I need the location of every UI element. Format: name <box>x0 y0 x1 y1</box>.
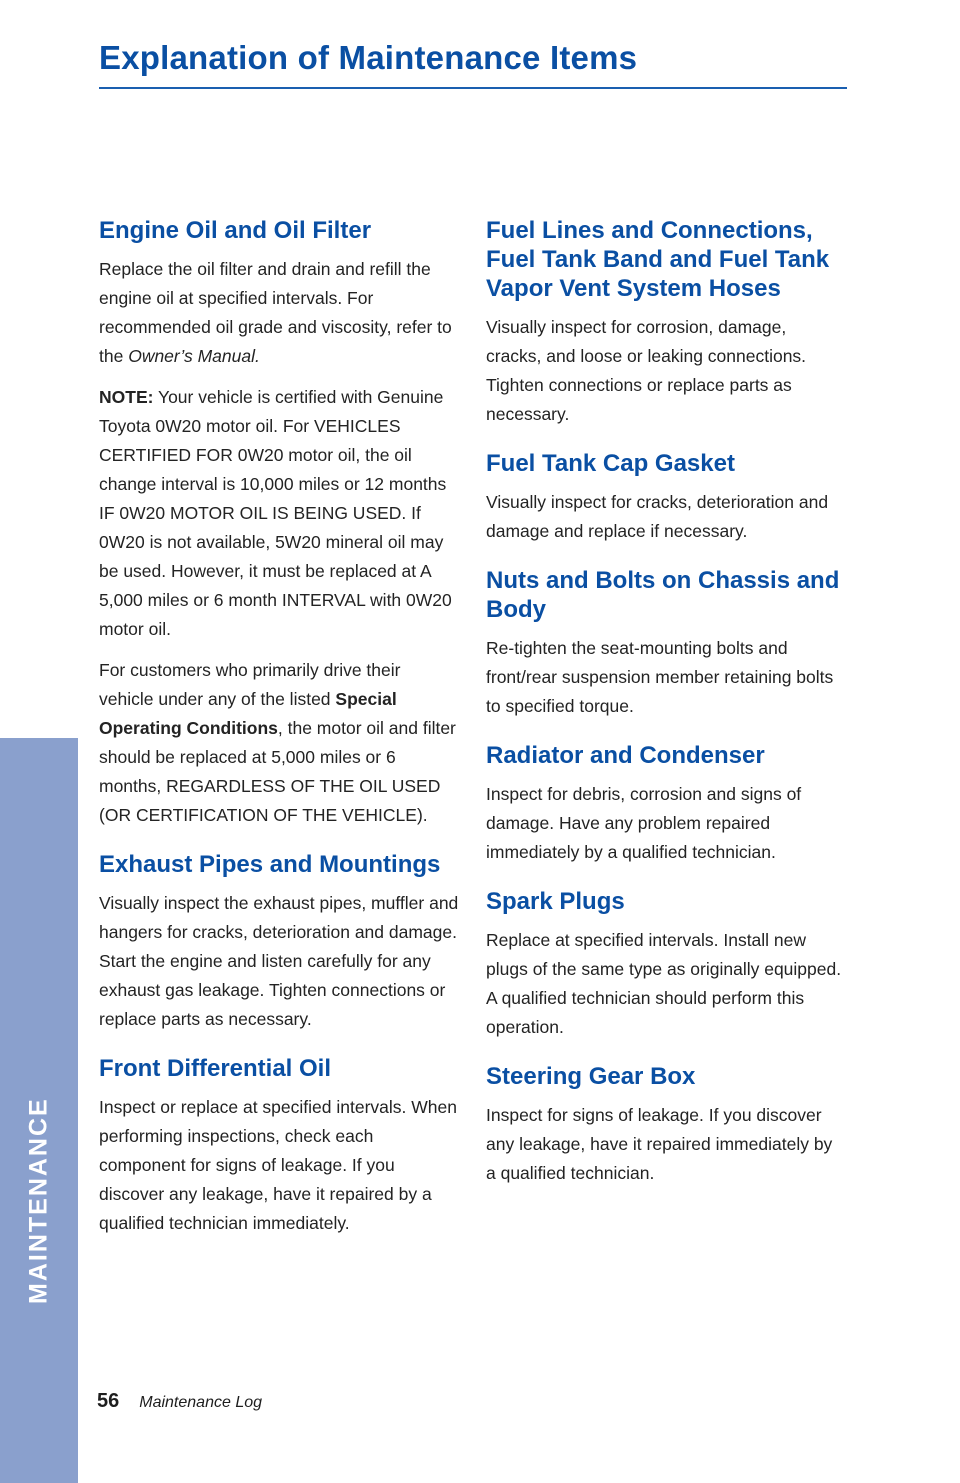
section-paragraph: Inspect for signs of leakage. If you discover any leakage, have it repaired immediately by a qualified technician. <box>486 1105 833 1183</box>
left-column <box>99 216 459 1250</box>
section-engine-oil <box>99 216 459 830</box>
section-heading: Front Differential Oil <box>99 1055 332 1082</box>
section-steering-gear <box>486 1062 846 1188</box>
section-radiator <box>486 741 846 867</box>
section-spark-plugs <box>486 887 846 1042</box>
right-column <box>486 216 846 1200</box>
page-title: Explanation of Maintenance Items <box>99 39 638 76</box>
section-paragraph: Re-tighten the seat-mounting bolts and front/rear suspension member retaining bolts to specified torque. <box>486 638 834 716</box>
section-paragraph: Inspect for debris, corrosion and signs of damage. Have any problem repaired immediately by a qualified technician. <box>486 784 802 862</box>
maintenance-side-tab <box>0 738 78 1483</box>
paragraph-text: Replace the oil filter and drain and refill the engine oil at specified intervals. For recommended oil grade and viscosity, refer to the <box>99 259 452 366</box>
section-heading: Fuel Tank Cap Gasket <box>486 450 735 477</box>
section-paragraph: Replace at specified intervals. Install new plugs of the same type as originally equipped. A qualified technician should perform this operation. <box>486 930 842 1037</box>
section-paragraph: Visually inspect for corrosion, damage, cracks, and loose or leaking connections. Tighten connections or replace parts as necessary. <box>486 317 807 424</box>
section-fuel-tank-cap <box>486 449 846 546</box>
page-number: 56 <box>97 1390 120 1412</box>
page-footer <box>97 1390 262 1420</box>
footer-label: Maintenance Log <box>139 1394 263 1411</box>
section-paragraph: Visually inspect the exhaust pipes, muffler and hangers for cracks, deterioration and damage. Start the engine and listen carefully for any exhaust gas leakage. Tighten connections or replace parts as necessary. <box>99 893 459 1029</box>
note-paragraph <box>99 383 459 644</box>
section-paragraph: Inspect or replace at specified intervals. When performing inspections, check each component for signs of leakage. If you discover any leakage, have it repaired by a qualified technician immediately. <box>99 1097 457 1233</box>
section-front-differential <box>99 1054 459 1238</box>
section-exhaust <box>99 850 459 1034</box>
section-heading: Spark Plugs <box>486 888 625 915</box>
paragraph-text: For customers who primarily drive their vehicle under any of the listed <box>99 660 401 709</box>
special-operating-conditions-term: Special Operating Conditions <box>99 689 397 738</box>
side-tab-label: MAINTENANCE <box>24 1097 53 1304</box>
section-paragraph <box>99 656 459 830</box>
section-fuel-lines <box>486 216 846 429</box>
section-paragraph <box>99 255 459 371</box>
note-label: NOTE: <box>99 387 154 407</box>
note-text: Your vehicle is certified with Genuine Toyota 0W20 motor oil. For VEHICLES CERTIFIED FOR 0W20 motor oil, the oil change interval is 10,000 miles or 12 months IF 0W20 MOTOR OIL IS BEING USED. If 0W20 is not available, 5W20 mineral oil may be used. However, it must be replaced at A 5,000 miles or 6 month INTERVAL with 0W20 motor oil. <box>99 387 452 639</box>
section-heading: Engine Oil and Oil Filter <box>99 217 372 244</box>
owners-manual-reference: Owner’s Manual. <box>128 346 260 366</box>
section-paragraph: Visually inspect for cracks, deterioration and damage and replace if necessary. <box>486 492 829 541</box>
section-heading: Fuel Lines and Connections, Fuel Tank Band and Fuel Tank Vapor Vent System Hoses <box>486 217 830 302</box>
section-heading: Exhaust Pipes and Mountings <box>99 851 441 878</box>
section-heading: Steering Gear Box <box>486 1063 696 1090</box>
section-nuts-bolts <box>486 566 846 721</box>
section-heading: Nuts and Bolts on Chassis and Body <box>486 567 840 623</box>
section-heading: Radiator and Condenser <box>486 742 765 769</box>
paragraph-text: , the motor oil and filter should be replaced at 5,000 miles or 6 months, REGARDLESS OF THE OIL USED (OR CERTIFICATION OF THE VEHICLE). <box>99 718 456 825</box>
title-divider <box>99 87 847 89</box>
